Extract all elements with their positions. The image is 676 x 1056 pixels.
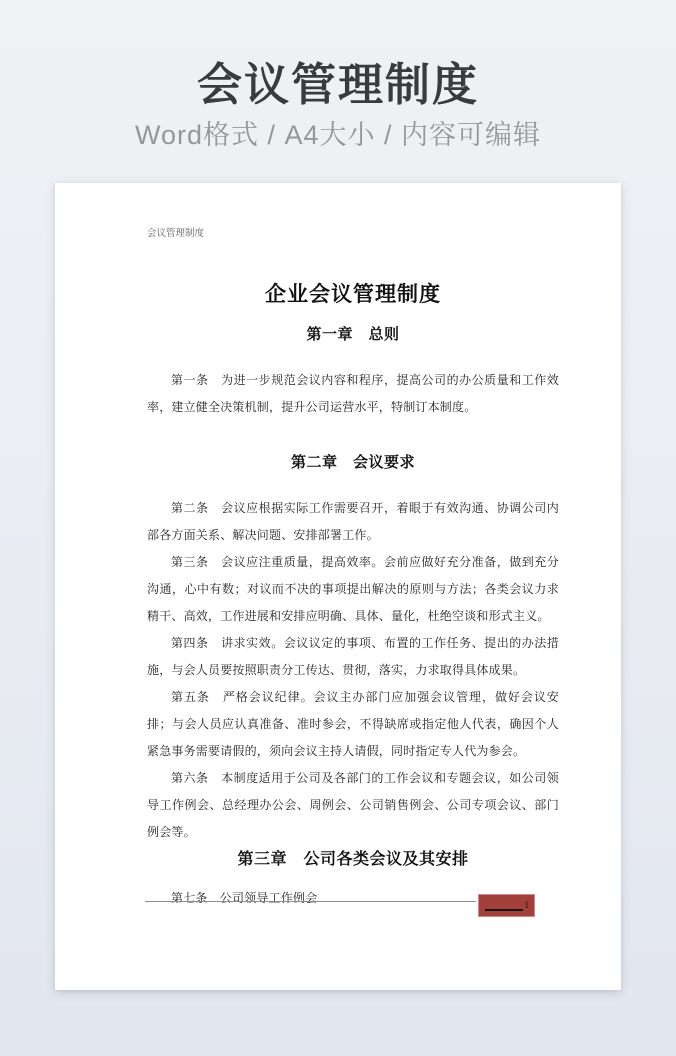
document-footer — [145, 894, 535, 917]
page-number-underline — [485, 909, 523, 911]
paragraph-article-4: 第四条 讲求实效。会议议定的事项、布置的工作任务、提出的办法措施，与会人员要按照职责分工传达、贯彻，落实，力求取得具体成果。 — [147, 636, 559, 677]
banner-subtitle: Word格式 / A4大小 / 内容可编辑 — [134, 120, 542, 150]
banner-title: 会议管理制度 — [196, 59, 479, 110]
paragraph-article-1: 第一条 为进一步规范会议内容和程序，提高公司的办公质量和工作效率，建立健全决策机制，提升公司运营水平，特制订本制度。 — [147, 373, 559, 414]
footer-divider — [145, 901, 476, 902]
paragraph-article-6: 第六条 本制度适用于公司及各部门的工作会议和专题会议，如公司领导工作例会、总经理办公会、周例会、公司销售例会、公司专项会议、部门例会等。 — [147, 771, 559, 839]
chapter-heading-2: 第二章 会议要求 — [290, 455, 415, 471]
paragraph-article-3: 第三条 会议应注重质量，提高效率。会前应做好充分准备，做到充分沟通，心中有数；对议而不决的事项提出解决的原则与方法；各类会议力求精干、高效，工作进展和安排应明确、具体、量化，杜绝空谈和形式主义。 — [147, 555, 559, 623]
page-number: 1 — [524, 900, 529, 910]
page-number-field — [478, 894, 535, 917]
chapter-heading-3: 第三章 公司各类会议及其安排 — [237, 851, 469, 868]
document-title: 企业会议管理制度 — [265, 282, 441, 306]
paragraph-article-2: 第二条 会议应根据实际工作需要召开，着眼于有效沟通、协调公司内部各方面关系、解决问题、安排部署工作。 — [147, 501, 559, 542]
paragraph-article-7: 第七条 公司领导工作例会 — [171, 891, 318, 905]
template-banner — [0, 0, 676, 151]
paragraph-article-5: 第五条 严格会议纪律。会议主办部门应加强会议管理，做好会议安排；与会人员应认真准备、准时参会，不得缺席或指定他人代表，确因个人紧急事务需要请假的，须向会议主持人请假，同时指定专人代为参会。 — [147, 690, 559, 758]
document-running-header: 会议管理制度 — [147, 229, 205, 239]
chapter-heading-1: 第一章 总则 — [306, 327, 400, 343]
document-page — [55, 183, 621, 990]
